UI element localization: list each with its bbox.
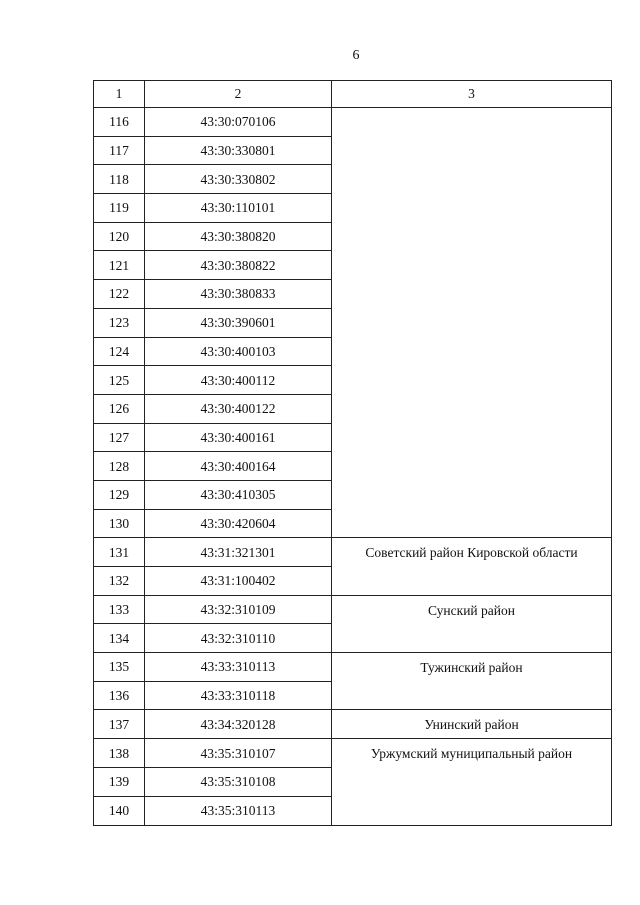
row-number: 140	[94, 796, 145, 825]
row-number: 126	[94, 394, 145, 423]
row-number: 139	[94, 768, 145, 797]
row-number: 123	[94, 308, 145, 337]
row-number: 138	[94, 739, 145, 768]
cadastral-code: 43:30:070106	[145, 108, 332, 137]
row-number: 122	[94, 280, 145, 309]
row-number: 119	[94, 194, 145, 223]
district-cell	[332, 108, 612, 538]
cadastral-code: 43:31:321301	[145, 538, 332, 567]
cadastral-code: 43:35:310113	[145, 796, 332, 825]
cadastral-code: 43:31:100402	[145, 567, 332, 596]
row-number: 116	[94, 108, 145, 137]
header-cell-3: 3	[332, 81, 612, 108]
row-number: 127	[94, 423, 145, 452]
cadastral-code: 43:30:400112	[145, 366, 332, 395]
row-number: 131	[94, 538, 145, 567]
header-cell-2: 2	[145, 81, 332, 108]
row-number: 137	[94, 710, 145, 739]
district-label: Уржумский муниципальный район	[370, 746, 573, 762]
district-cell	[332, 595, 612, 652]
cadastral-code: 43:30:390601	[145, 308, 332, 337]
row-number: 132	[94, 567, 145, 596]
table-row	[94, 710, 612, 739]
district-cell	[332, 538, 612, 595]
row-number: 135	[94, 653, 145, 682]
header-cell-1: 1	[94, 81, 145, 108]
cadastral-code: 43:32:310109	[145, 595, 332, 624]
cadastral-code: 43:30:110101	[145, 194, 332, 223]
district-label: Советский район Кировской области	[365, 545, 578, 561]
row-number: 134	[94, 624, 145, 653]
district-cell	[332, 653, 612, 710]
table-row	[94, 108, 612, 137]
cadastral-code: 43:33:310113	[145, 653, 332, 682]
cadastral-code: 43:30:400122	[145, 394, 332, 423]
table-row	[94, 739, 612, 768]
cadastral-table	[93, 80, 612, 826]
cadastral-code: 43:30:420604	[145, 509, 332, 538]
cadastral-code: 43:30:400164	[145, 452, 332, 481]
cadastral-code: 43:30:330802	[145, 165, 332, 194]
row-number: 128	[94, 452, 145, 481]
table-row	[94, 595, 612, 624]
cadastral-code: 43:30:380833	[145, 280, 332, 309]
row-number: 124	[94, 337, 145, 366]
cadastral-code: 43:35:310108	[145, 768, 332, 797]
district-label	[332, 108, 611, 109]
cadastral-code: 43:30:410305	[145, 480, 332, 509]
cadastral-code: 43:33:310118	[145, 681, 332, 710]
row-number: 125	[94, 366, 145, 395]
row-number: 129	[94, 480, 145, 509]
row-number: 136	[94, 681, 145, 710]
district-label: Сунский район	[428, 602, 515, 618]
district-label: Унинский район	[424, 717, 519, 733]
district-cell	[332, 710, 612, 739]
cadastral-code: 43:32:310110	[145, 624, 332, 653]
cadastral-code: 43:30:330801	[145, 136, 332, 165]
cadastral-code: 43:35:310107	[145, 739, 332, 768]
row-number: 121	[94, 251, 145, 280]
page-number: 6	[352, 48, 360, 63]
table-row	[94, 653, 612, 682]
table-header-row	[94, 81, 612, 108]
cadastral-code: 43:34:320128	[145, 710, 332, 739]
cadastral-code: 43:30:400103	[145, 337, 332, 366]
cadastral-code: 43:30:380820	[145, 222, 332, 251]
table-row	[94, 538, 612, 567]
cadastral-code: 43:30:380822	[145, 251, 332, 280]
row-number: 130	[94, 509, 145, 538]
row-number: 120	[94, 222, 145, 251]
row-number: 133	[94, 595, 145, 624]
cadastral-code: 43:30:400161	[145, 423, 332, 452]
row-number: 118	[94, 165, 145, 194]
district-cell	[332, 739, 612, 825]
district-label: Тужинский район	[420, 660, 523, 676]
row-number: 117	[94, 136, 145, 165]
